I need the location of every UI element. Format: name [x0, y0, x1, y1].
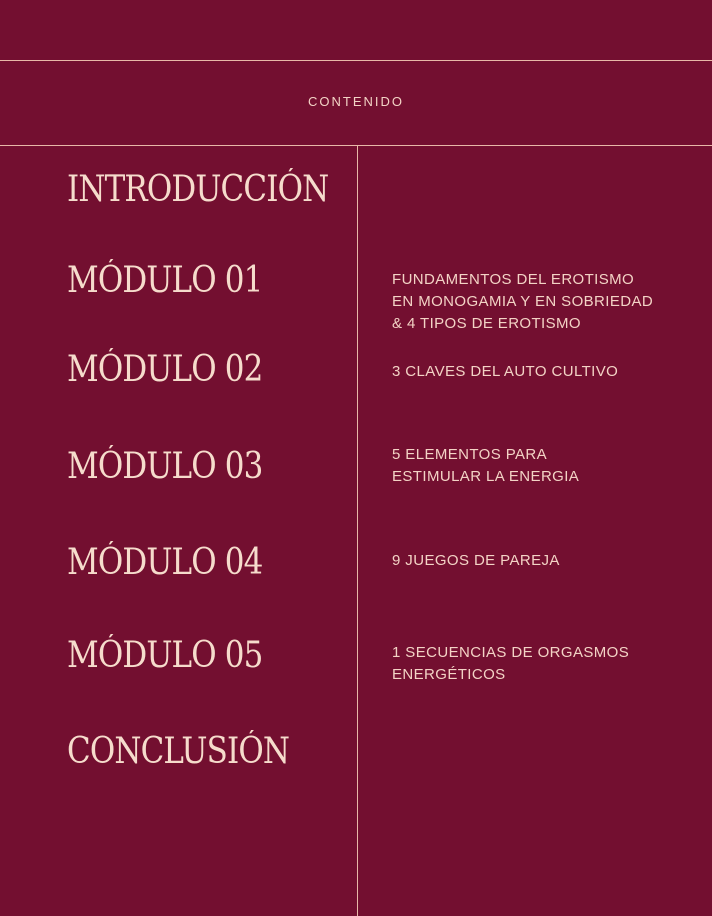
top-divider: [0, 60, 712, 61]
module-03-title: MÓDULO 03: [67, 446, 263, 487]
contents-heading: CONTENIDO: [308, 94, 404, 109]
module-05-title: MÓDULO 05: [67, 635, 263, 676]
module-04-title: MÓDULO 04: [67, 542, 263, 583]
header-divider: [0, 145, 712, 146]
module-02-title: MÓDULO 02: [67, 349, 263, 390]
module-04-description: 9 JUEGOS DE PAREJA: [392, 552, 560, 569]
module-01-title: MÓDULO 01: [67, 260, 263, 301]
module-02-description: 3 CLAVES DEL AUTO CULTIVO: [392, 363, 619, 380]
conclusion-title: CONCLUSIÓN: [67, 731, 290, 772]
module-05-description: 1 SECUENCIAS DE ORGASMOS ENERGÉTICOS: [392, 644, 630, 683]
column-divider: [357, 145, 358, 916]
introduction-title: INTRODUCCIÓN: [67, 169, 329, 210]
module-03-description: 5 ELEMENTOS PARA ESTIMULAR LA ENERGIA: [392, 446, 580, 485]
module-01-description: FUNDAMENTOS DEL EROTISMO EN MONOGAMIA Y EN SOBRIEDAD & 4 TIPOS DE EROTISMO: [392, 271, 654, 332]
